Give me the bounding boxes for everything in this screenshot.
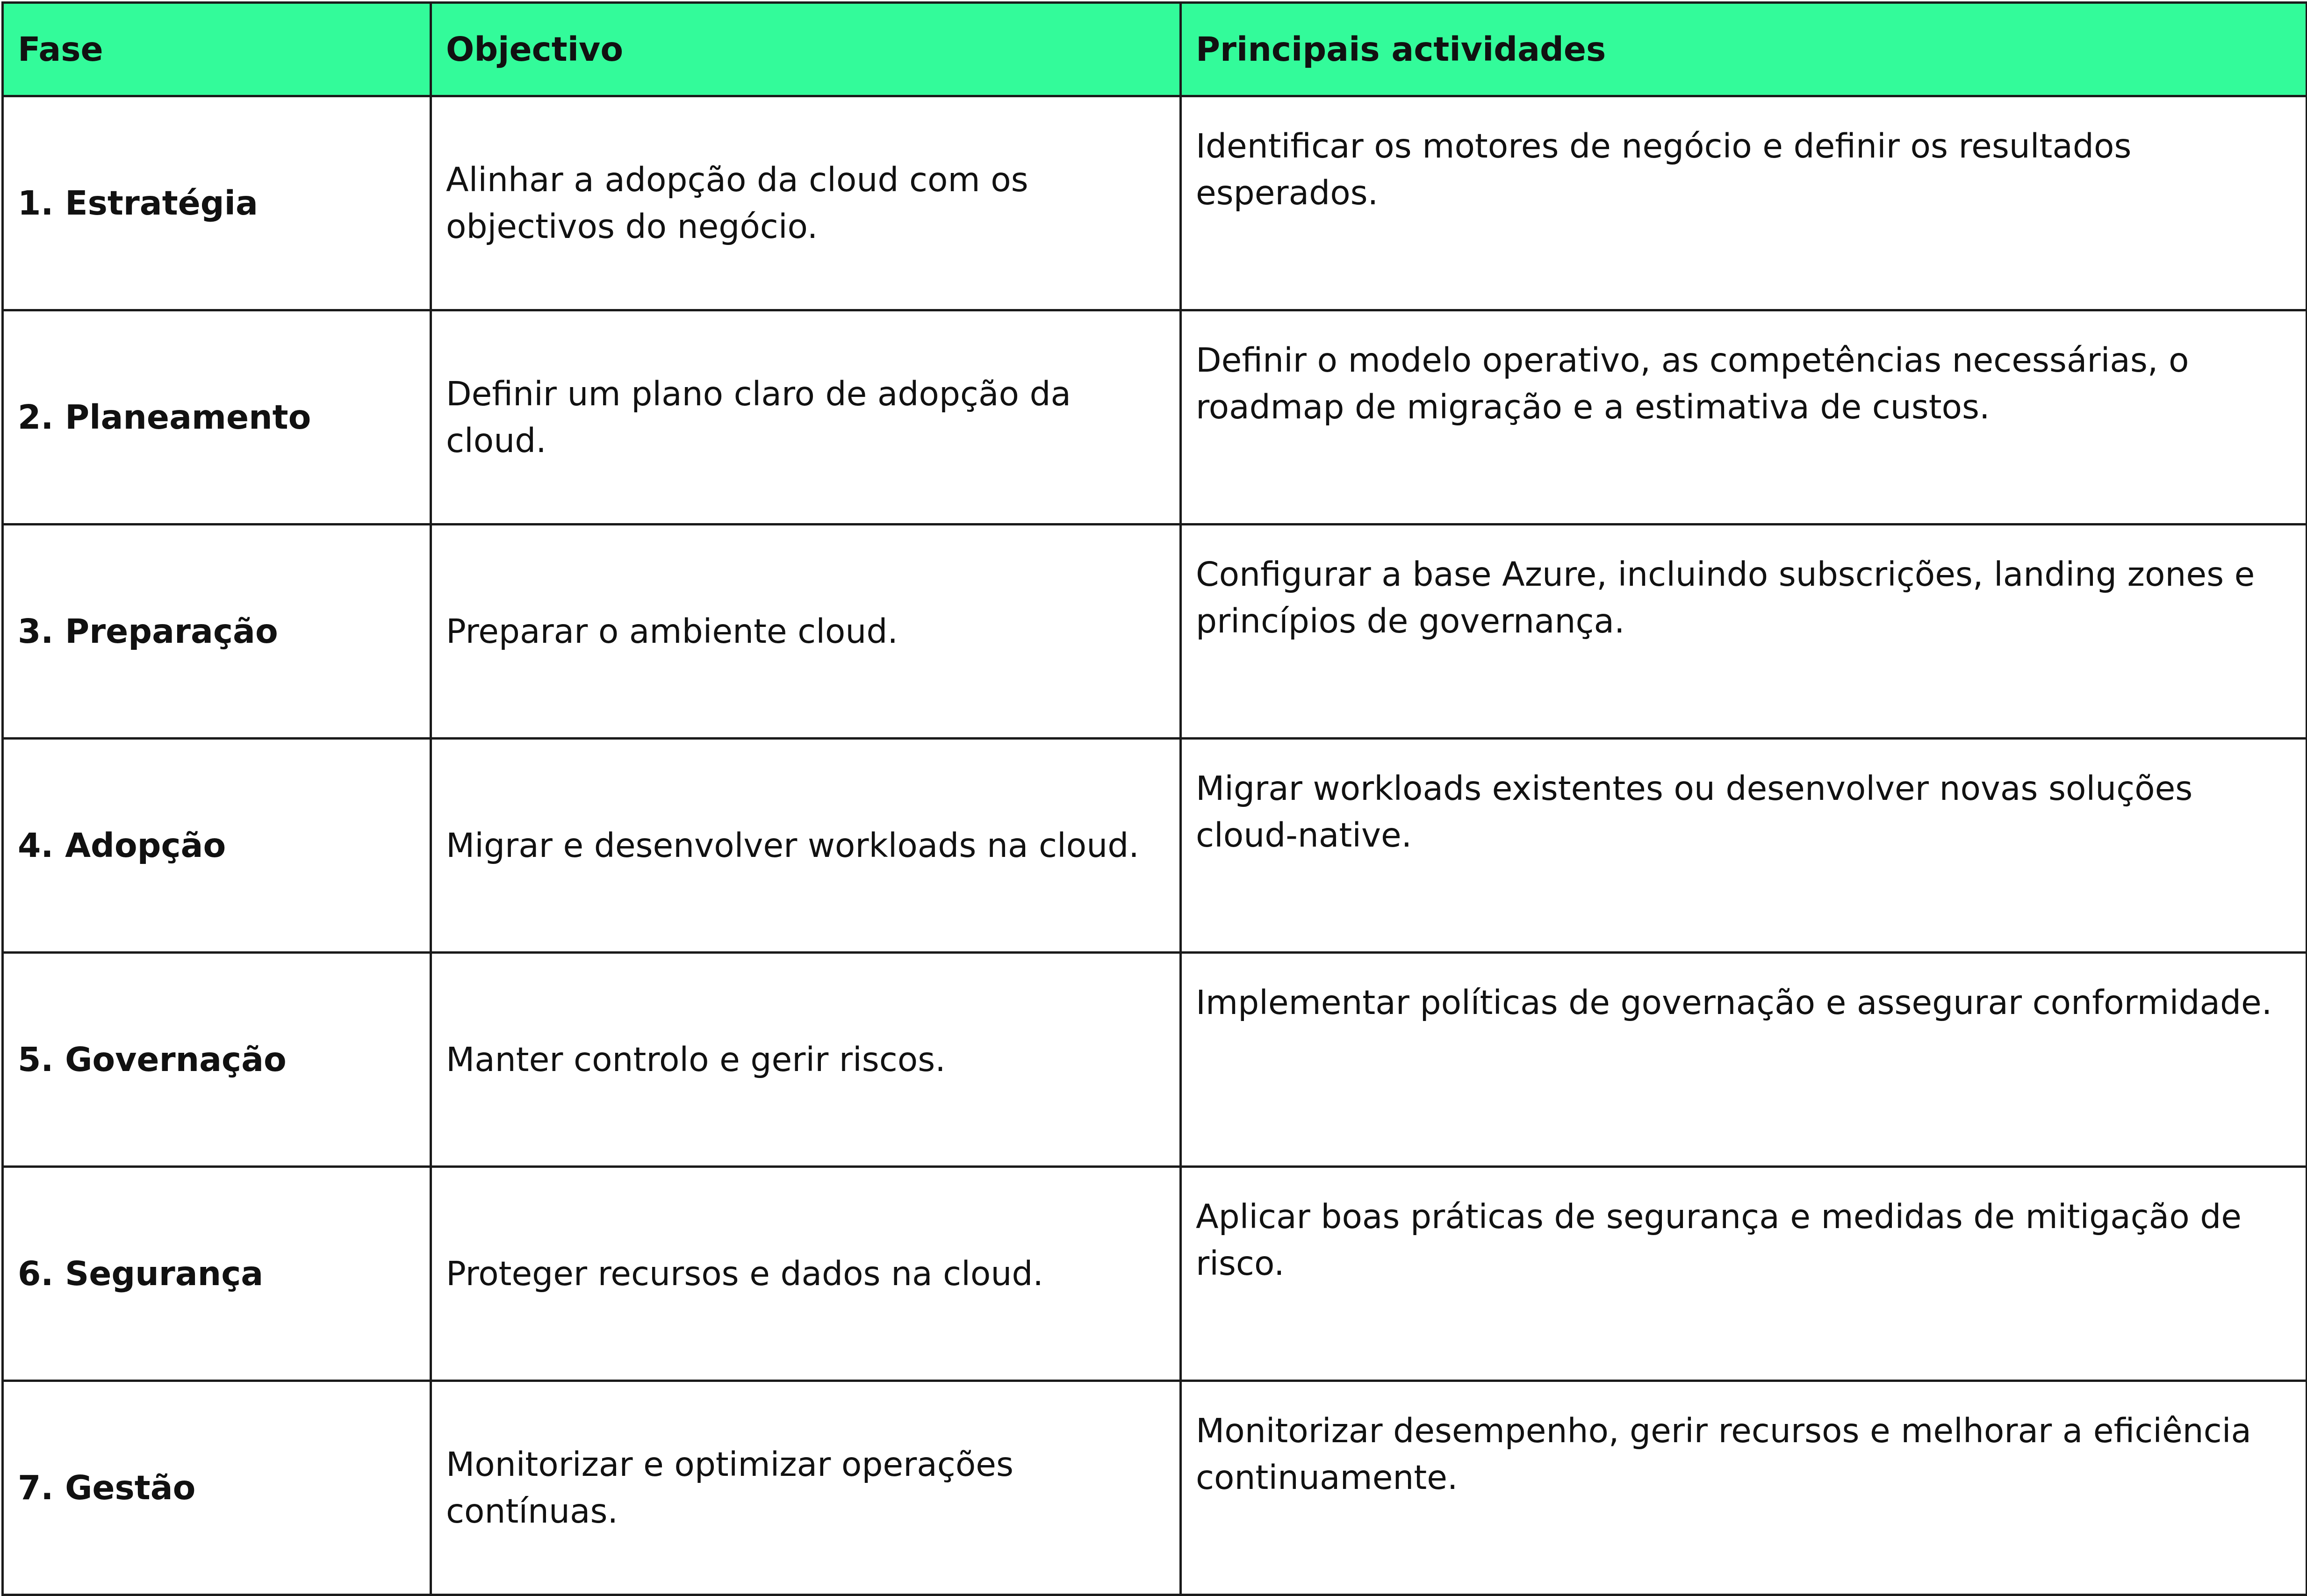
objectivo-cell: Alinhar a adopção da cloud com os objectivos do negócio. bbox=[431, 96, 1181, 310]
objectivo-cell: Proteger recursos e dados na cloud. bbox=[431, 1167, 1181, 1381]
table-row bbox=[3, 310, 2307, 525]
table-row bbox=[3, 953, 2307, 1167]
fase-cell: 1. Estratégia bbox=[3, 96, 431, 310]
fase-cell: 3. Preparação bbox=[3, 525, 431, 739]
actividades-cell: Identificar os motores de negócio e definir os resultados esperados. bbox=[1181, 96, 2307, 310]
table-row bbox=[3, 1381, 2307, 1595]
objectivo-cell: Monitorizar e optimizar operações contínuas. bbox=[431, 1381, 1181, 1595]
table-row bbox=[3, 96, 2307, 310]
fase-cell: 2. Planeamento bbox=[3, 310, 431, 525]
fase-cell: 5. Governação bbox=[3, 953, 431, 1167]
header-fase: Fase bbox=[3, 3, 431, 96]
header-row bbox=[3, 3, 2307, 96]
actividades-cell: Configurar a base Azure, incluindo subscrições, landing zones e princípios de governança. bbox=[1181, 525, 2307, 739]
fase-cell: 7. Gestão bbox=[3, 1381, 431, 1595]
table-row bbox=[3, 739, 2307, 953]
phases-table bbox=[1, 1, 2307, 1596]
fase-cell: 6. Segurança bbox=[3, 1167, 431, 1381]
actividades-cell: Migrar workloads existentes ou desenvolver novas soluções cloud-native. bbox=[1181, 739, 2307, 953]
table-body bbox=[3, 96, 2307, 1595]
table-row bbox=[3, 1167, 2307, 1381]
objectivo-cell: Manter controlo e gerir riscos. bbox=[431, 953, 1181, 1167]
objectivo-cell: Migrar e desenvolver workloads na cloud. bbox=[431, 739, 1181, 953]
header-objectivo: Objectivo bbox=[431, 3, 1181, 96]
actividades-cell: Aplicar boas práticas de segurança e medidas de mitigação de risco. bbox=[1181, 1167, 2307, 1381]
actividades-cell: Definir o modelo operativo, as competências necessárias, o roadmap de migração e a estimativa de custos. bbox=[1181, 310, 2307, 525]
actividades-cell: Monitorizar desempenho, gerir recursos e melhorar a eficiência continuamente. bbox=[1181, 1381, 2307, 1595]
objectivo-cell: Preparar o ambiente cloud. bbox=[431, 525, 1181, 739]
objectivo-cell: Definir um plano claro de adopção da cloud. bbox=[431, 310, 1181, 525]
table-header bbox=[3, 3, 2307, 96]
header-actividades: Principais actividades bbox=[1181, 3, 2307, 96]
actividades-cell: Implementar políticas de governação e assegurar conformidade. bbox=[1181, 953, 2307, 1167]
fase-cell: 4. Adopção bbox=[3, 739, 431, 953]
table-row bbox=[3, 525, 2307, 739]
